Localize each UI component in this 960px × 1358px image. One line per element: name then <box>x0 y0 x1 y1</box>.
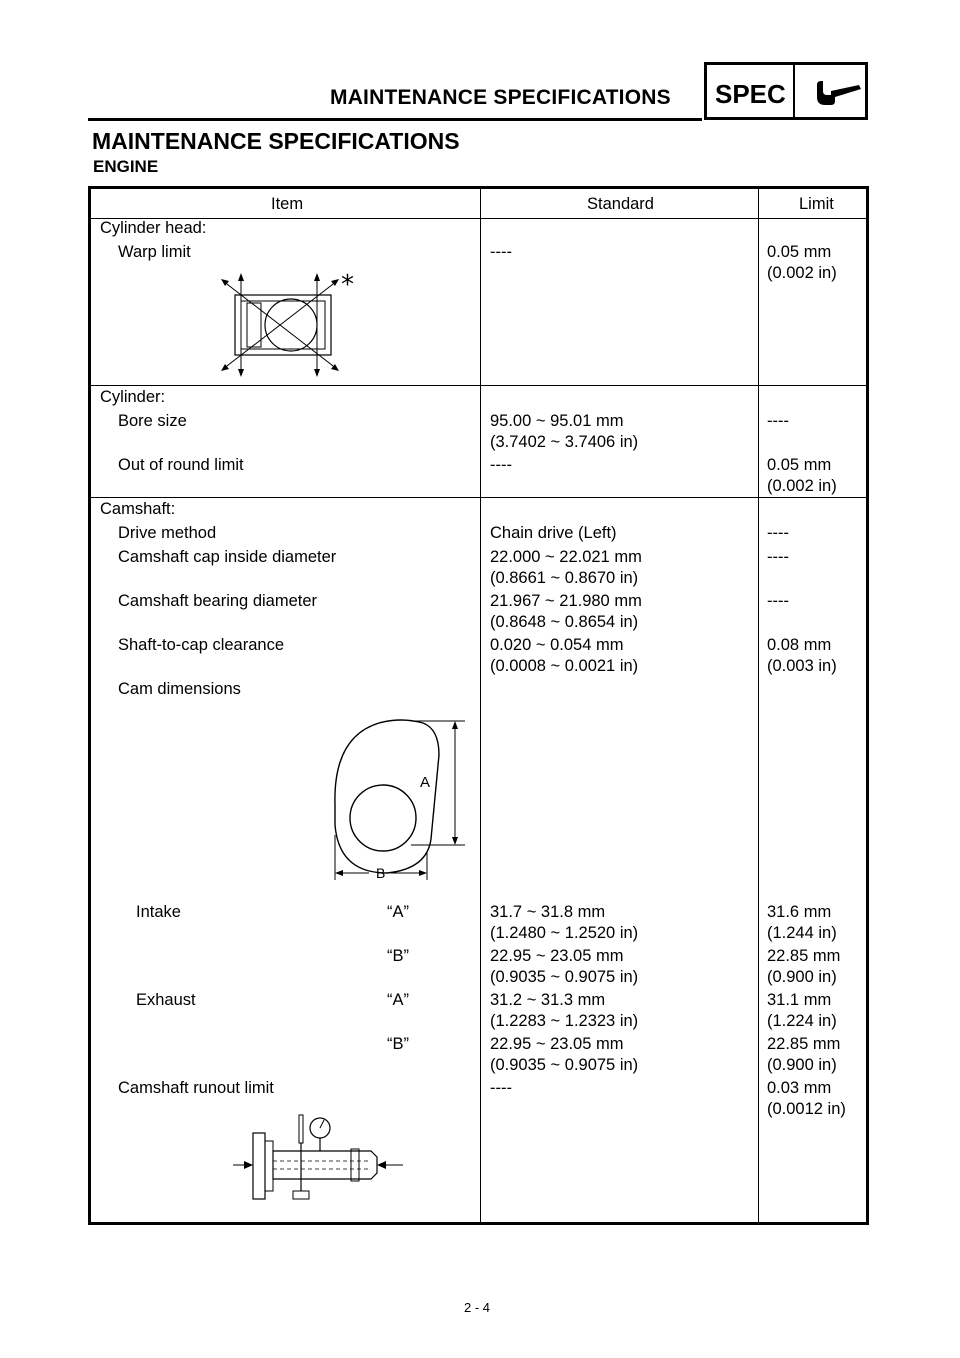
out-of-round-item: Out of round limit <box>118 456 244 474</box>
runout-limit-in: (0.0012 in) <box>767 1100 846 1118</box>
out-of-round-limit-in: (0.002 in) <box>767 477 837 495</box>
intake-a-limit-in: (1.244 in) <box>767 924 837 942</box>
clearance-limit: 0.08 mm <box>767 636 832 654</box>
out-of-round-standard: ---- <box>490 456 512 474</box>
out-of-round-limit: 0.05 mm <box>767 456 832 474</box>
cam-dimension-label-a: A <box>420 774 431 791</box>
bearing-diameter-item: Camshaft bearing diameter <box>118 592 318 610</box>
cam-lobe-diagram <box>331 715 471 881</box>
spec-badge-divider <box>793 65 795 117</box>
column-header-standard: Standard <box>587 195 654 213</box>
cap-diameter-standard: 22.000 ~ 22.021 mm <box>490 548 642 566</box>
intake-a-standard-in: (1.2480 ~ 1.2520 in) <box>490 924 639 942</box>
bore-size-item: Bore size <box>118 412 187 430</box>
wrench-icon <box>813 77 863 107</box>
warp-limit-value-in: (0.002 in) <box>767 264 837 282</box>
intake-b-code: “B” <box>387 947 409 965</box>
intake-a-limit: 31.6 mm <box>767 903 832 921</box>
intake-b-standard: 22.95 ~ 23.05 mm <box>490 947 624 965</box>
svg-text:*: * <box>341 271 354 300</box>
cylinder-heading: Cylinder: <box>100 388 166 406</box>
exhaust-a-limit-in: (1.224 in) <box>767 1012 837 1030</box>
exhaust-a-limit: 31.1 mm <box>767 991 832 1009</box>
column-divider <box>480 189 481 1222</box>
cap-diameter-limit: ---- <box>767 548 789 566</box>
runout-item: Camshaft runout limit <box>118 1079 274 1097</box>
warp-limit-value: 0.05 mm <box>767 243 832 261</box>
cap-diameter-standard-in: (0.8661 ~ 0.8670 in) <box>490 569 639 587</box>
cylinder-head-warp-diagram <box>211 271 361 381</box>
camshaft-heading: Camshaft: <box>100 500 176 518</box>
exhaust-a-standard: 31.2 ~ 31.3 mm <box>490 991 606 1009</box>
runout-standard: ---- <box>490 1079 512 1097</box>
exhaust-b-standard-in: (0.9035 ~ 0.9075 in) <box>490 1056 639 1074</box>
exhaust-a-standard-in: (1.2283 ~ 1.2323 in) <box>490 1012 639 1030</box>
spec-badge <box>704 62 868 120</box>
bearing-diameter-standard: 21.967 ~ 21.980 mm <box>490 592 642 610</box>
page-title: MAINTENANCE SPECIFICATIONS <box>92 128 460 154</box>
section-title: ENGINE <box>93 157 159 176</box>
row-rule <box>91 497 866 498</box>
camshaft-runout-diagram <box>231 1111 411 1211</box>
header-row-rule <box>91 218 866 219</box>
intake-b-limit-in: (0.900 in) <box>767 968 837 986</box>
warp-limit-item: Warp limit <box>118 243 191 261</box>
spec-badge-label: SPEC <box>715 79 786 109</box>
cam-dimension-label-b: B <box>376 865 386 881</box>
row-rule <box>91 385 866 386</box>
column-divider <box>758 189 759 1222</box>
clearance-item: Shaft-to-cap clearance <box>118 636 285 654</box>
cap-diameter-item: Camshaft cap inside diameter <box>118 548 337 566</box>
bearing-diameter-standard-in: (0.8648 ~ 0.8654 in) <box>490 613 639 631</box>
bore-size-standard: 95.00 ~ 95.01 mm <box>490 412 624 430</box>
cam-dimensions-item: Cam dimensions <box>118 680 241 698</box>
spec-table <box>88 186 869 1225</box>
exhaust-b-code: “B” <box>387 1035 409 1053</box>
bore-size-standard-in: (3.7402 ~ 3.7406 in) <box>490 433 639 451</box>
drive-method-limit: ---- <box>767 524 789 542</box>
intake-b-limit: 22.85 mm <box>767 947 841 965</box>
bearing-diameter-limit: ---- <box>767 592 789 610</box>
exhaust-b-standard: 22.95 ~ 23.05 mm <box>490 1035 624 1053</box>
exhaust-b-limit-in: (0.900 in) <box>767 1056 837 1074</box>
drive-method-item: Drive method <box>118 524 217 542</box>
page-number: 2 - 4 <box>464 1300 491 1315</box>
bore-size-limit: ---- <box>767 412 789 430</box>
cylinder-head-heading: Cylinder head: <box>100 219 207 237</box>
clearance-limit-in: (0.003 in) <box>767 657 837 675</box>
exhaust-b-limit: 22.85 mm <box>767 1035 841 1053</box>
clearance-standard-in: (0.0008 ~ 0.0021 in) <box>490 657 639 675</box>
clearance-standard: 0.020 ~ 0.054 mm <box>490 636 624 654</box>
intake-b-standard-in: (0.9035 ~ 0.9075 in) <box>490 968 639 986</box>
running-header-title: MAINTENANCE SPECIFICATIONS <box>330 86 671 109</box>
intake-label: Intake <box>136 903 181 921</box>
exhaust-a-code: “A” <box>387 991 409 1009</box>
warp-limit-standard: ---- <box>490 243 512 261</box>
column-header-item: Item <box>271 195 304 213</box>
column-header-limit: Limit <box>799 195 834 213</box>
header-rule <box>88 118 702 121</box>
intake-a-code: “A” <box>387 903 409 921</box>
drive-method-standard: Chain drive (Left) <box>490 524 617 542</box>
runout-limit: 0.03 mm <box>767 1079 832 1097</box>
exhaust-label: Exhaust <box>136 991 196 1009</box>
intake-a-standard: 31.7 ~ 31.8 mm <box>490 903 606 921</box>
